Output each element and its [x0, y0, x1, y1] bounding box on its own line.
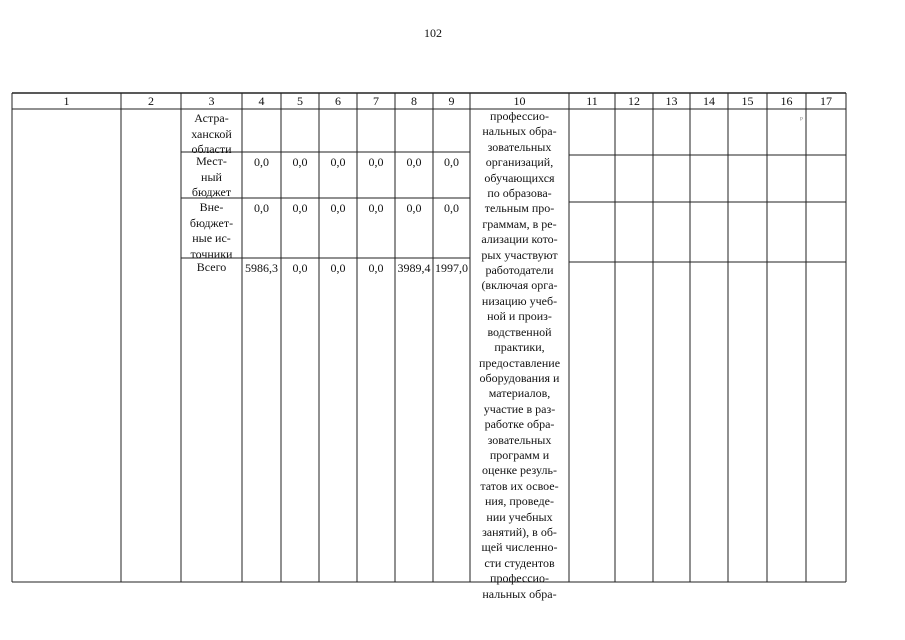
- value-cell: 1997,0: [435, 261, 468, 275]
- value-cell: 0,0: [368, 155, 384, 169]
- value-cell: 0,0: [368, 261, 384, 275]
- value-cell: 0,0: [292, 155, 308, 169]
- funding-source-label: Мест- ный бюджет: [191, 154, 232, 199]
- column-header-17: 17: [820, 94, 832, 108]
- column-header-7: 7: [373, 94, 379, 108]
- column-header-1: 1: [63, 94, 70, 108]
- scan-mark: ᵖ: [800, 114, 803, 124]
- column-header-11: 11: [586, 94, 598, 108]
- value-cell: 0,0: [330, 261, 346, 275]
- value-cell: 0,0: [330, 201, 346, 215]
- column-header-14: 14: [703, 94, 715, 108]
- column-header-13: 13: [665, 94, 678, 108]
- column-header-8: 8: [411, 94, 417, 108]
- funding-source-label: Всего: [196, 260, 227, 274]
- column-header-3: 3: [208, 94, 215, 108]
- funding-source-label: Астра- ханской области: [191, 111, 232, 156]
- column-header-10: 10: [513, 94, 526, 108]
- value-cell: 0,0: [368, 201, 384, 215]
- value-cell: 0,0: [292, 201, 308, 215]
- funding-source-label: Вне- бюджет- ные ис- точники: [189, 200, 234, 261]
- column-header-15: 15: [741, 94, 754, 108]
- value-cell: 0,0: [330, 155, 346, 169]
- column-header-9: 9: [448, 94, 455, 108]
- column-header-12: 12: [628, 94, 640, 108]
- value-cell: 0,0: [406, 201, 422, 215]
- value-cell: 0,0: [444, 155, 459, 169]
- value-cell: 0,0: [406, 155, 422, 169]
- value-cell: 0,0: [254, 155, 269, 169]
- value-cell: 0,0: [254, 201, 269, 215]
- value-cell: 5986,3: [245, 261, 278, 275]
- column-header-5: 5: [297, 94, 303, 108]
- column-header-16: 16: [780, 94, 793, 108]
- value-cell: 0,0: [444, 201, 459, 215]
- value-cell: 0,0: [292, 261, 308, 275]
- page-number: 102: [424, 26, 442, 40]
- indicator-description: профессио- нальных обра- зовательных организаций, обучающихся по образова- тельным про- граммам, в ре- ализации кото- рых участвуют работодатели (включая орга- низацию учеб- ной и произ- водственной практики, предоставление оборудования и материалов, участие в раз- работке обра- зовательных программ и оценке резуль- татов их освое- ния, проведе- нии учебных занятий), в об- щей численно- сти студентов профессио- нальных обра-: [478, 109, 561, 601]
- value-cell: 3989,4: [397, 261, 431, 275]
- column-header-4: 4: [258, 94, 265, 108]
- column-header-6: 6: [335, 94, 341, 108]
- column-header-2: 2: [148, 94, 154, 108]
